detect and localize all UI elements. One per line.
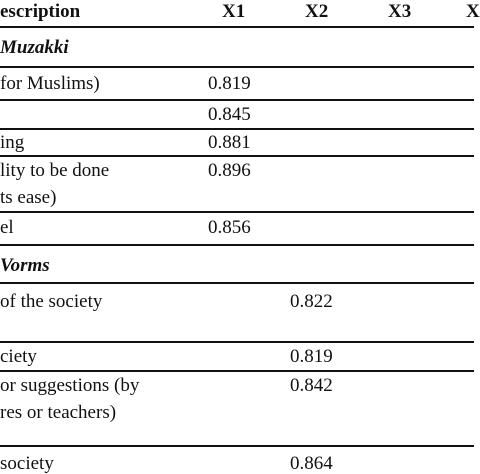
section-title-muzakki: Muzakki [0,37,69,58]
row-divider [0,128,474,130]
row-divider [0,282,474,284]
row-description-continued: res or teachers) [0,402,117,423]
row-divider [0,66,474,68]
header-rule [0,26,474,28]
cell-x1: 0.881 [208,132,251,153]
row-divider [0,99,474,101]
column-header-description: escription [0,1,81,22]
row-description: of the society [0,291,103,312]
row-description: or suggestions (by [0,375,140,396]
row-description: society [0,453,54,474]
cell-x2: 0.864 [290,453,333,474]
row-description: ciety [0,346,37,367]
row-description-continued: ts ease) [0,187,57,208]
row-divider [0,445,474,447]
cell-x2: 0.842 [290,375,333,396]
row-description: for Muslims) [0,73,100,94]
row-divider [0,341,474,343]
row-description: lity to be done [0,160,110,181]
row-divider [0,370,474,372]
column-header-x1: X1 [222,1,246,22]
row-description: ing [0,132,25,153]
section-title-norms: Vorms [0,255,50,276]
cell-x2: 0.819 [290,346,333,367]
cell-x2: 0.822 [290,291,333,312]
row-divider [0,211,474,213]
cell-x1: 0.896 [208,160,251,181]
column-header-x3: X3 [388,1,412,22]
column-header-x4: X [466,1,480,22]
row-description: el [0,217,14,238]
cell-x1: 0.845 [208,104,251,125]
cell-x1: 0.856 [208,217,251,238]
row-divider [0,155,474,157]
cell-x1: 0.819 [208,73,251,94]
column-header-x2: X2 [305,1,329,22]
row-divider [0,244,474,246]
